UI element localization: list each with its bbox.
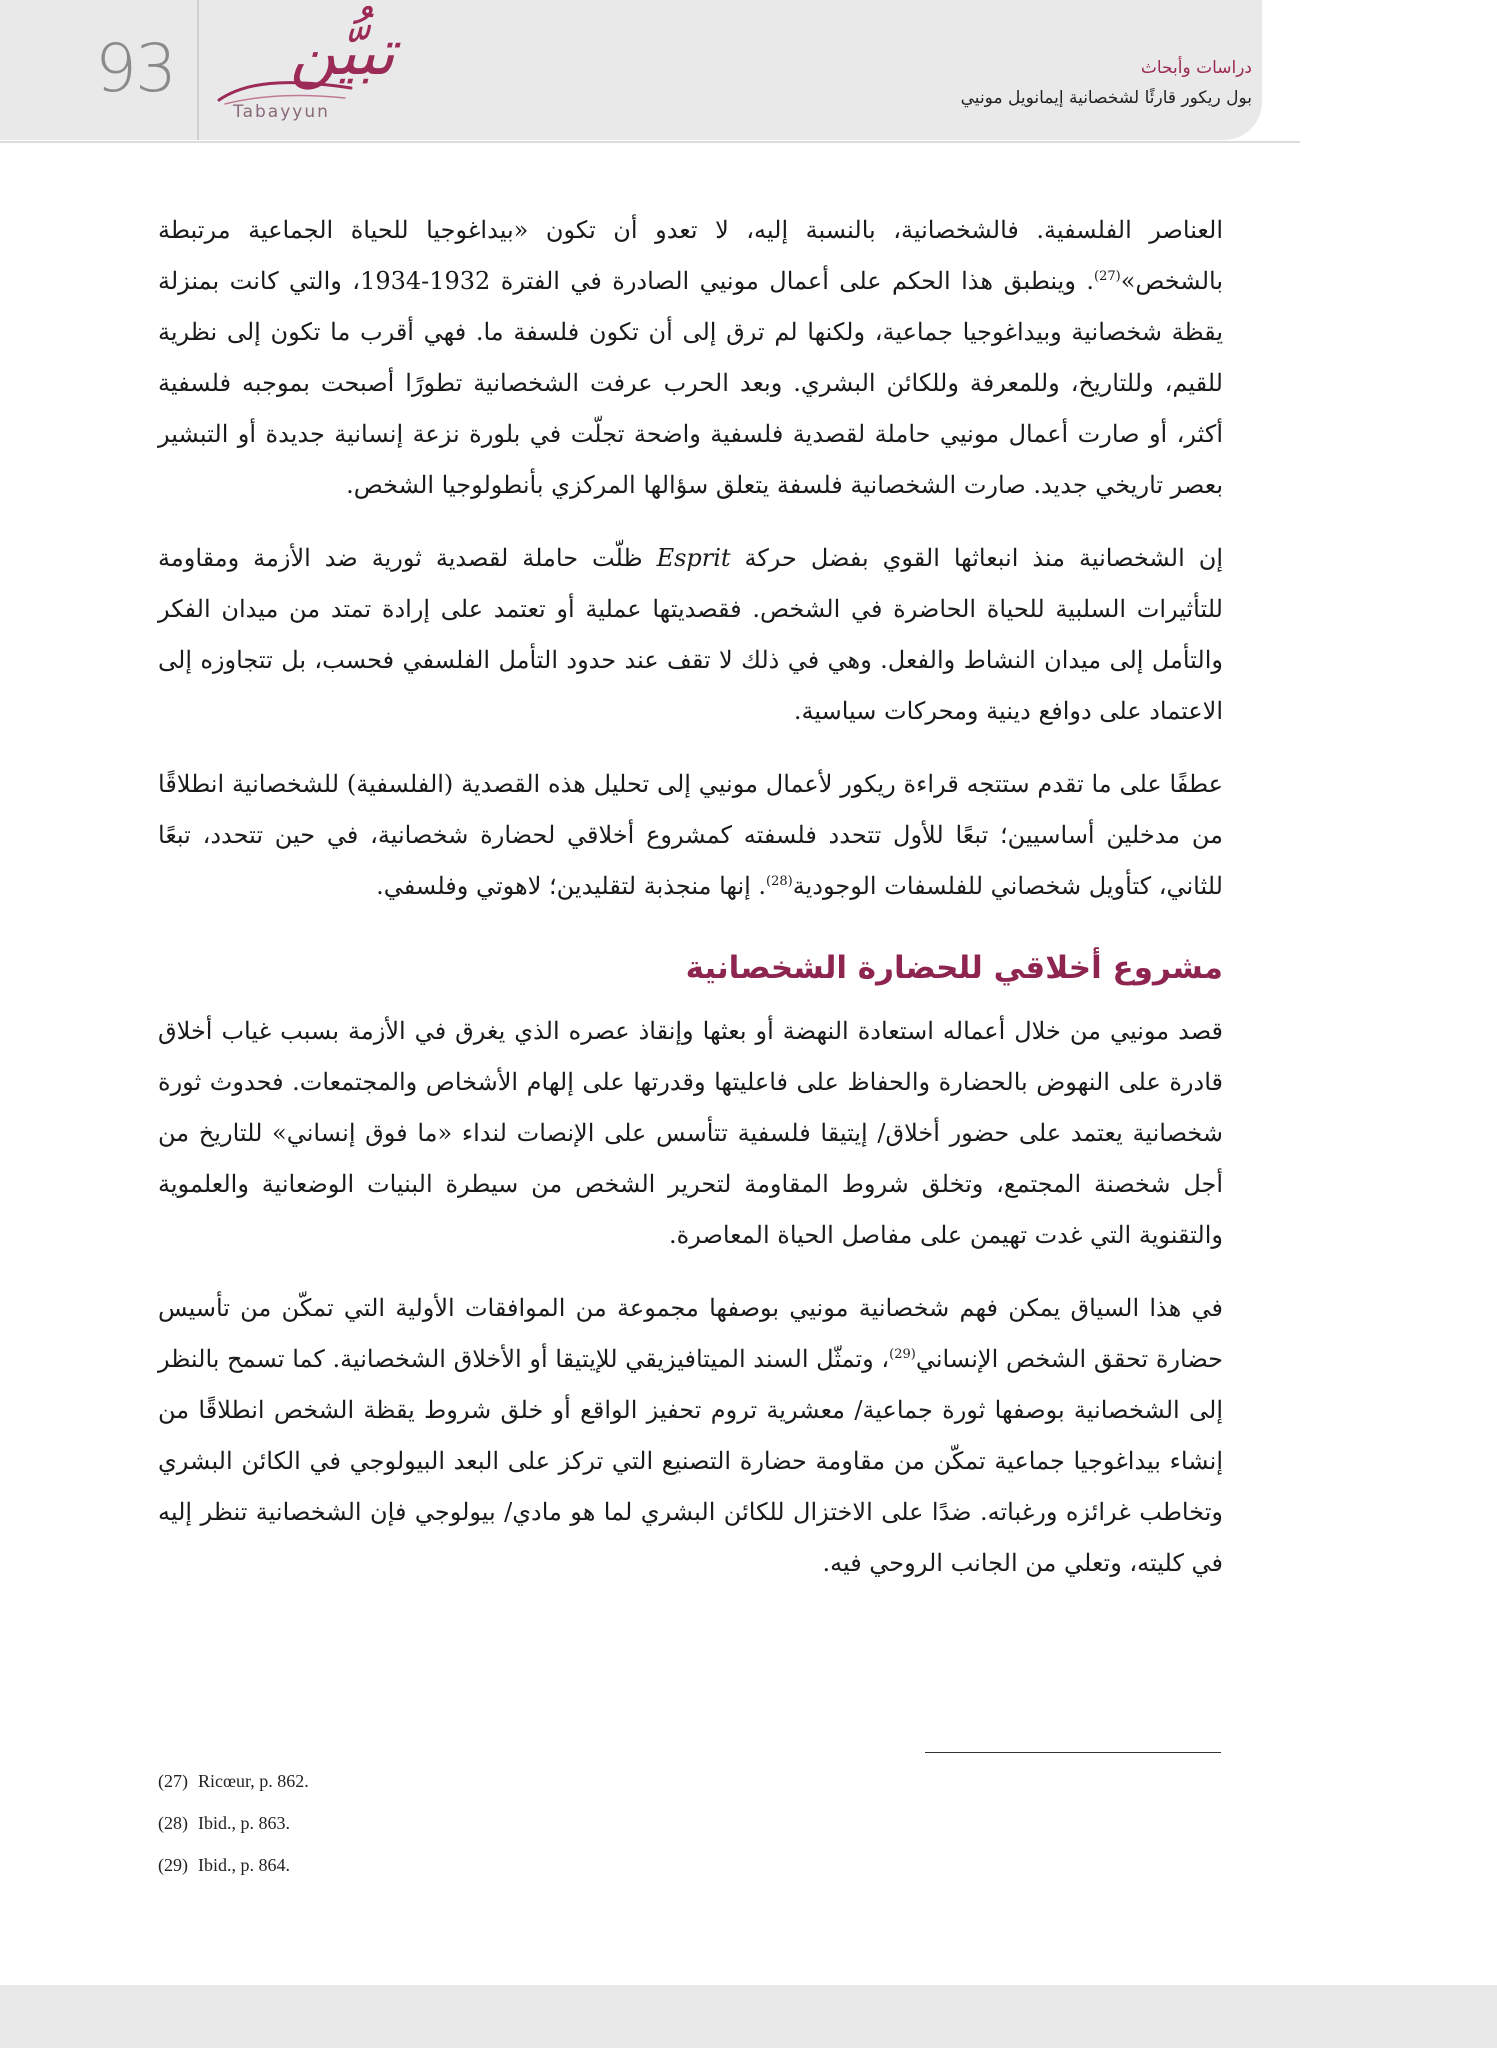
footnote-28 (158, 1807, 858, 1839)
footnote-number: (28) (158, 1813, 188, 1833)
header-bar (0, 0, 1262, 140)
logo-latin-text: Tabayyun (233, 102, 330, 122)
paragraph-3-text-a: عطفًا على ما تقدم ستتجه قراءة ريكور لأعمال مونيي إلى تحليل هذه القصدية (الفلسفية) للشخصانية انطلاقًا من مدخلين أساسيين؛ تبعًا للأول تتحدد فلسفته كمشروع أخلاقي لحضارة شخصانية، في حين تتحدد، تبعًا للثاني، كتأويل شخصاني للفلسفات الوجودية (158, 770, 1223, 900)
paragraph-2-text-a: إن الشخصانية منذ انبعاثها القوي بفضل حركة (730, 544, 1224, 572)
paragraph-2-text-b: ظلّت حاملة لقصدية ثورية ضد الأزمة ومقاومة للتأثيرات السلبية للحياة الحاضرة في الشخص. فقصديتها عملية أو تعتمد على إرادة تمتد من ميدان الفكر والتأمل إلى ميدان النشاط والفعل. وهي في ذلك لا تقف عند حدود التأمل الفلسفي فحسب، بل تتجاوزه إلى الاعتماد على دوافع دينية ومحركات سياسية. (158, 544, 1223, 725)
header-section-label: دراسات وأبحاث (1140, 58, 1252, 78)
logo-arabic-text: تبيُّن (289, 16, 395, 90)
section-heading: مشروع أخلاقي للحضارة الشخصانية (685, 950, 1223, 986)
paragraph-5 (158, 1283, 1223, 1589)
footnote-ref-27[interactable]: (27) (1094, 269, 1121, 284)
footnote-number: (29) (158, 1855, 188, 1875)
page-header (0, 0, 1497, 145)
footnote-27 (158, 1765, 858, 1797)
paragraph-1-text: العناصر الفلسفية. فالشخصانية، بالنسبة إليه، لا تعدو أن تكون «بيداغوجيا للحياة الجماعية مرتبطة بالشخص» (158, 216, 1224, 295)
footnotes (158, 1765, 858, 1891)
header-divider (197, 0, 199, 140)
article-body (158, 205, 1223, 1611)
paragraph-5-text-a: في هذا السياق يمكن فهم شخصانية مونيي بوصفها مجموعة من الموافقات الأولية التي تمكّن من تأسيس حضارة تحقق الشخص الإنساني (158, 1294, 1223, 1373)
footnote-rule (925, 1752, 1221, 1753)
footnote-29 (158, 1849, 858, 1881)
footnote-text: Ibid., p. 863. (198, 1813, 290, 1833)
footnote-text: Ricœur, p. 862. (198, 1771, 309, 1791)
paragraph-1-rest: . وينطبق هذا الحكم على أعمال مونيي الصادرة في الفترة 1932-1934، والتي كانت بمنزلة يقظة شخصانية وبيداغوجيا جماعية، ولكنها لم ترق إلى أن تكون فلسفة ما. فهي أقرب ما تكون إلى نظرية للقيم، وللتاريخ، وللمعرفة وللكائن البشري. وبعد الحرب عرفت الشخصانية تطورًا أصبحت بموجبه فلسفية أكثر، أو صارت أعمال مونيي حاملة لقصدية فلسفية واضحة تجلّت في بلورة نزعة إنسانية جديدة أو التبشير بعصر تاريخي جديد. صارت الشخصانية فلسفة يتعلق سؤالها المركزي بأنطولوجيا الشخص. (158, 267, 1223, 499)
paragraph-3-text-b: . إنها منجذبة لتقليدين؛ لاهوتي وفلسفي. (376, 872, 767, 900)
footnote-number: (27) (158, 1771, 188, 1791)
footnote-text: Ibid., p. 864. (198, 1855, 290, 1875)
footer-bar (0, 1985, 1497, 2048)
header-article-title: بول ريكور قارئًا لشخصانية إيمانويل مونيي (960, 88, 1252, 108)
page-number: 93 (95, 30, 175, 107)
paragraph-1 (158, 205, 1223, 511)
paragraph-5-text-b: ، وتمثّل السند الميتافيزيقي للإيتيقا أو الأخلاق الشخصانية. كما تسمح بالنظر إلى الشخصانية بوصفها ثورة جماعية/ معشرية تروم تحفيز الواقع أو خلق شروط يقظة الشخص انطلاقًا من إنشاء بيداغوجيا جماعية تمكّن من مقاومة حضارة التصنيع التي تركز على البعد البيولوجي في الكائن البشري وتخاطب غرائزه ورغباته. ضدًا على الاختزال للكائن البشري لما هو مادي/ بيولوجي فإن الشخصانية تنظر إليه في كليته، وتعلي من الجانب الروحي فيه. (158, 1345, 1223, 1577)
paragraph-4: قصد مونيي من خلال أعماله استعادة النهضة أو بعثها وإنقاذ عصره الذي يغرق في الأزمة بسبب غياب أخلاق قادرة على النهوض بالحضارة والحفاظ على فاعليتها وقدرتها على إلهام الأشخاص والمجتمعات. فحدوث ثورة شخصانية يعتمد على حضور أخلاق/ إيتيقا فلسفية تتأسس على الإنصات لنداء «ما فوق إنساني» للتاريخ من أجل شخصنة المجتمع، وتخلق شروط المقاومة لتحرير الشخص من سيطرة البنيات الوضعانية والعلموية والتقنوية التي غدت تهيمن على مفاصل الحياة المعاصرة. (158, 1017, 1223, 1249)
footnote-ref-29[interactable]: (29) (889, 1347, 916, 1362)
footnote-ref-28[interactable]: (28) (766, 874, 793, 889)
esprit-term: Esprit (656, 544, 731, 572)
journal-logo (215, 18, 405, 130)
header-rule (0, 141, 1300, 143)
paragraph-2 (158, 533, 1223, 737)
paragraph-3 (158, 759, 1223, 912)
